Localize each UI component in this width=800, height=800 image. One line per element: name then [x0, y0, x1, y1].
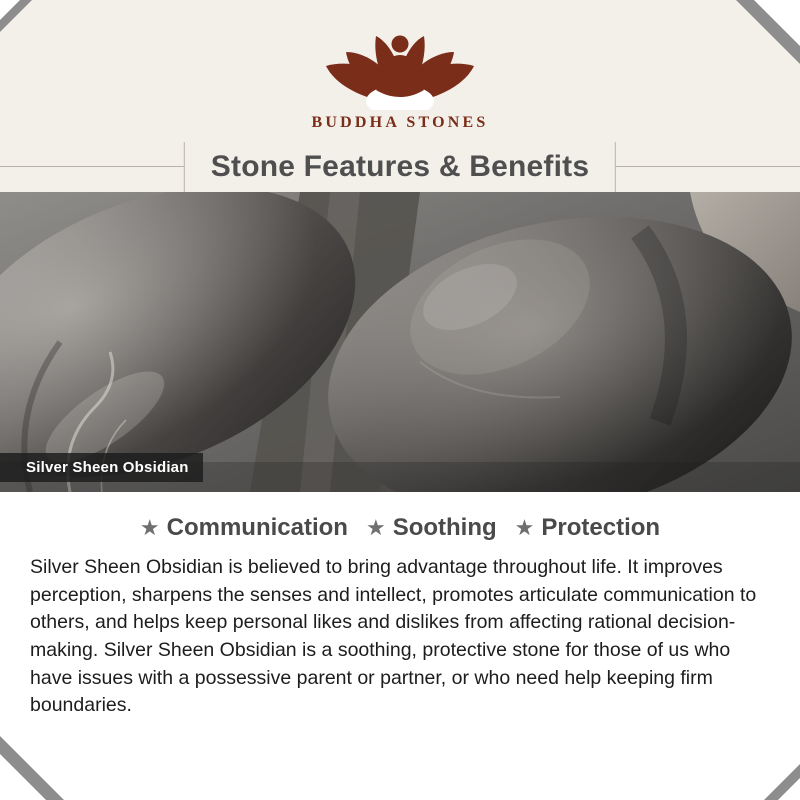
corner-decoration-top-right-inner: [754, 0, 800, 46]
page-title: Stone Features & Benefits: [210, 150, 590, 183]
keyword-label: Communication: [166, 514, 348, 541]
photo-caption: Silver Sheen Obsidian: [0, 453, 203, 482]
benefits-description: Silver Sheen Obsidian is believed to bring advantage throughout life. It improves perception, sharpens the senses and intellect, promotes articulate communication to others, and helps keep personal likes and dislikes from affecting rational decision-making. Silver Sheen Obsidian is a soothing, protective stone for those of us who have issues with a possessive parent or partner, or who need help keeping firm boundaries.: [30, 556, 757, 717]
star-icon: ★: [139, 515, 160, 540]
star-icon: ★: [365, 515, 386, 540]
brand-name: BUDDHA STONES: [311, 114, 489, 131]
keyword-label: Soothing: [392, 514, 497, 541]
corner-decoration-top-left-inner: [0, 0, 20, 20]
stone-photo-illustration: [0, 192, 800, 492]
brand-header: [0, 18, 800, 132]
benefits-section: [0, 492, 800, 800]
stone-photo: [0, 192, 800, 492]
keyword-item: [140, 514, 348, 542]
star-icon: ★: [514, 515, 535, 540]
keyword-item: [366, 514, 497, 542]
keyword-list: [0, 492, 800, 542]
corner-decoration-bottom-right-inner: [778, 778, 800, 800]
keyword-item: [515, 514, 660, 542]
title-band: [0, 142, 800, 192]
keyword-label: Protection: [541, 514, 661, 541]
corner-decoration-bottom-left-inner: [0, 754, 46, 800]
lotus-meditation-icon: [316, 18, 484, 110]
title-box: [184, 142, 616, 192]
